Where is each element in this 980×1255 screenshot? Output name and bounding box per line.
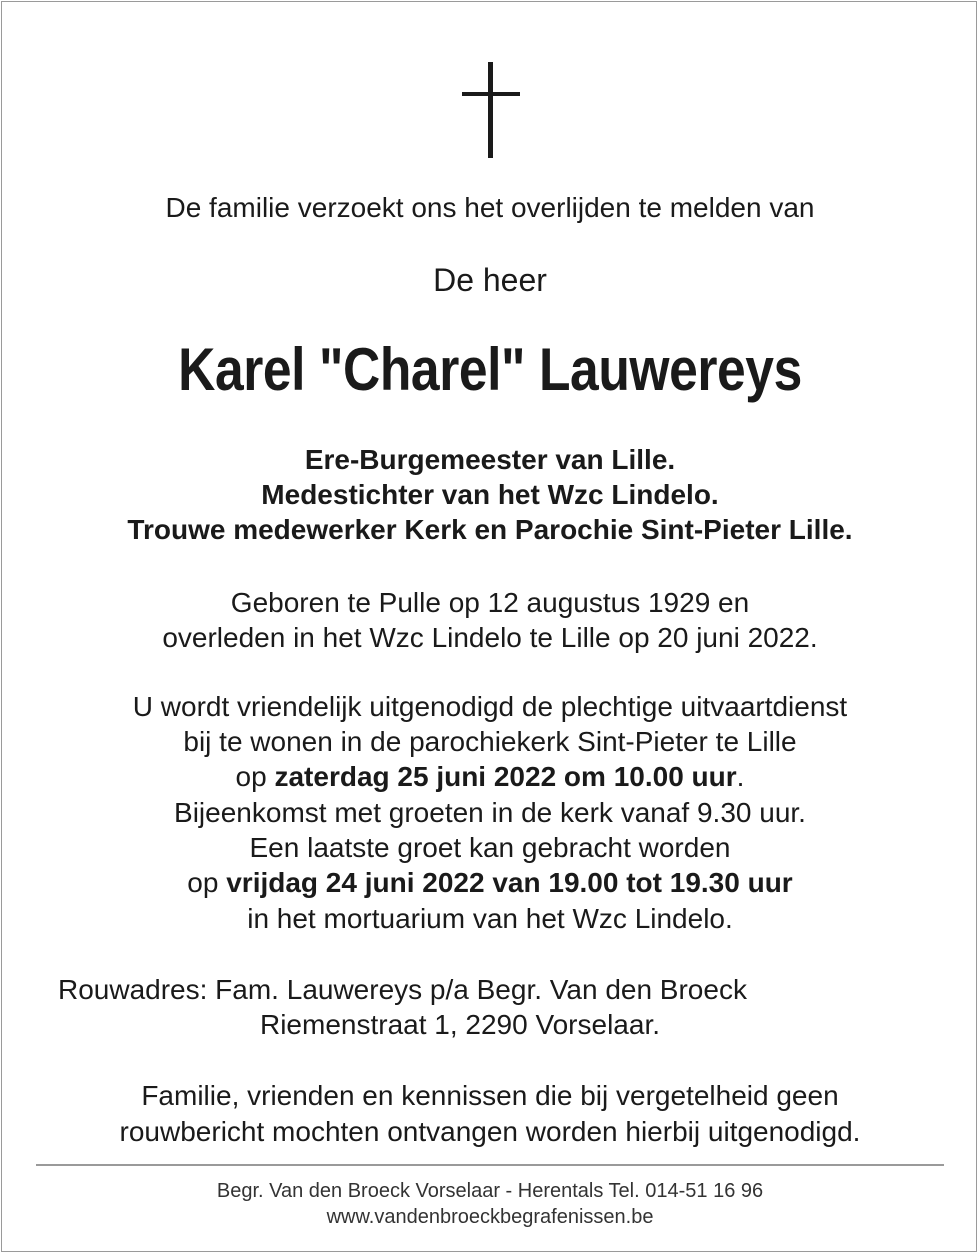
service-line-3 [0,763,980,791]
birth-line: Geboren te Pulle op 12 augustus 1929 en [230,587,750,618]
title-line-1: Ere-Burgemeester van Lille. [304,444,676,475]
service-date-prefix: op [235,761,275,792]
service-date: zaterdag 25 juni 2022 om 10.00 uur [274,761,737,792]
service-line-5: Een laatste groet kan gebracht worden [249,832,731,863]
closing-line-2: rouwbericht mochten ontvangen worden hierbij uitgenodigd. [119,1116,861,1147]
address-line-1: Rouwadres: Fam. Lauwereys p/a Begr. Van den Broeck [58,974,747,1005]
intro-text: De familie verzoekt ons het overlijden te melden van [165,192,815,223]
footer-website: www.vandenbroeckbegrafenissen.be [326,1206,654,1228]
closing-line-1: Familie, vrienden en kennissen die bij vergetelheid geen [141,1080,839,1111]
service-line-6 [0,869,980,897]
footer-contact: Begr. Van den Broeck Vorselaar - Herentals Tel. 014-51 16 96 [216,1180,764,1202]
address-line-2: Riemenstraat 1, 2290 Vorselaar. [259,1009,660,1040]
service-line-2: bij te wonen in de parochiekerk Sint-Pieter te Lille [183,726,797,757]
farewell-date: vrijdag 24 juni 2022 van 19.00 tot 19.30 uur [226,867,793,898]
service-line-4: Bijeenkomst met groeten in de kerk vanaf 9.30 uur. [174,797,806,828]
footer-divider [36,1164,944,1166]
title-line-3: Trouwe medewerker Kerk en Parochie Sint-Pieter Lille. [127,514,853,545]
service-line-7: in het mortuarium van het Wzc Lindelo. [247,903,733,934]
cross-icon [462,62,520,158]
service-date-suffix: . [736,761,745,792]
salutation: De heer [433,262,547,298]
service-line-1: U wordt vriendelijk uitgenodigd de plechtige uitvaartdienst [132,691,848,722]
deceased-name: Karel "Charel" Lauwereys [178,336,802,403]
title-line-2: Medestichter van het Wzc Lindelo. [261,479,719,510]
farewell-date-prefix: op [187,867,227,898]
death-line: overleden in het Wzc Lindelo te Lille op 20 juni 2022. [162,622,818,653]
